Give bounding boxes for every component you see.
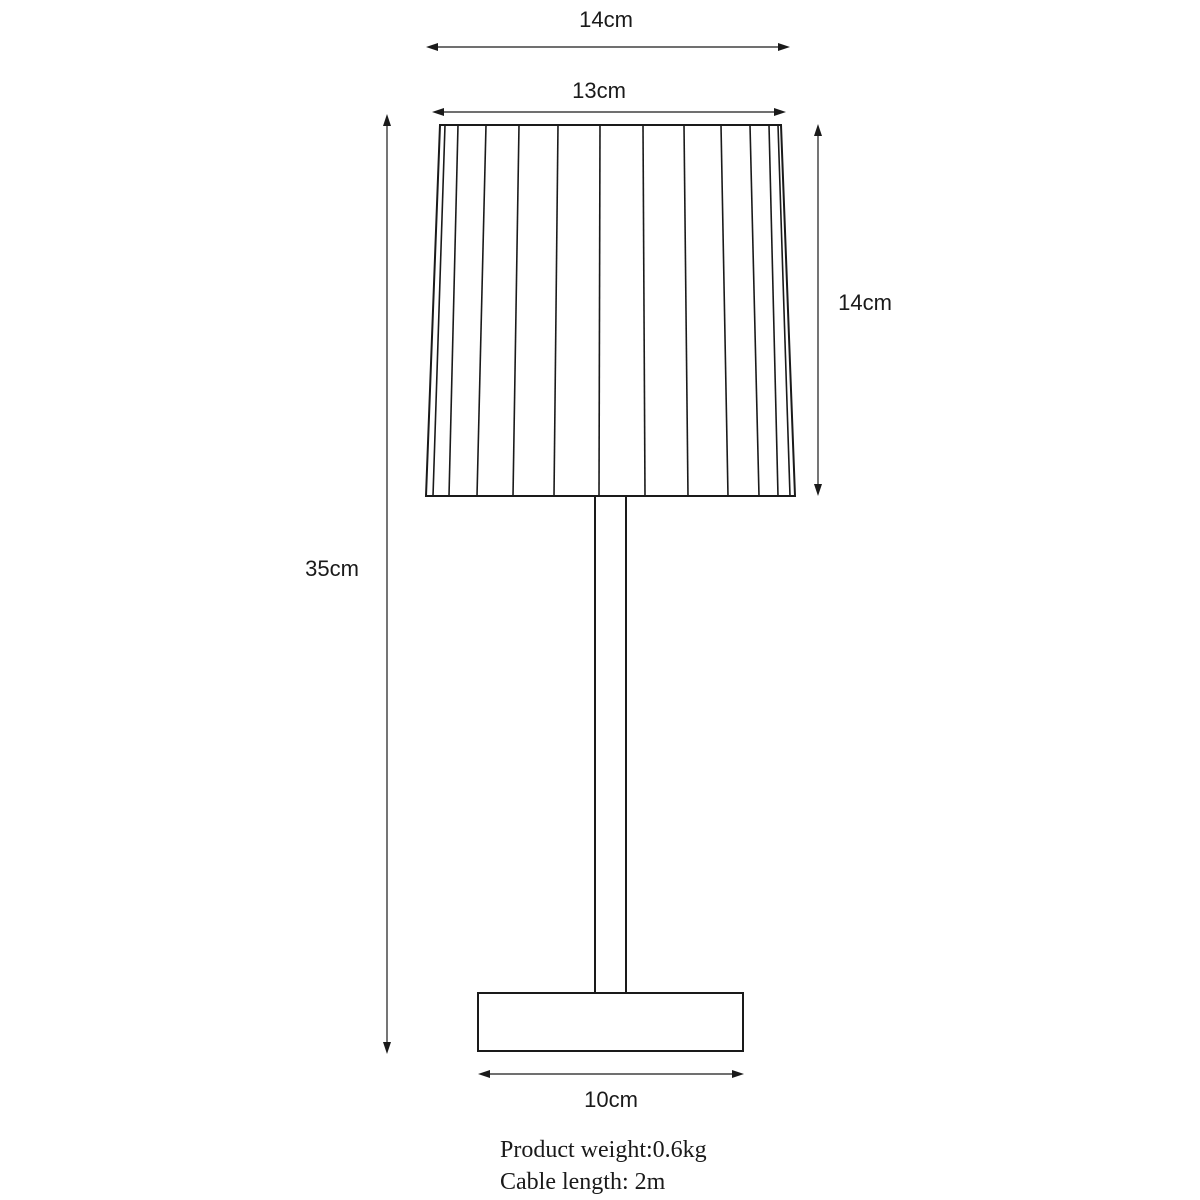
base-width-label: 10cm	[584, 1087, 638, 1112]
top-width-dimension	[426, 7, 790, 51]
shade-height-label: 14cm	[838, 290, 892, 315]
cable-length-text: Cable length: 2m	[500, 1169, 666, 1195]
lamp-shade	[426, 125, 795, 496]
base-width-dimension	[478, 1070, 744, 1112]
product-weight-text: Product weight:0.6kg	[500, 1137, 707, 1163]
shade-top-width-label: 13cm	[572, 78, 626, 103]
shade-height-dimension	[814, 124, 892, 496]
shade-top-width-dimension	[432, 78, 786, 116]
total-height-dimension	[305, 114, 391, 1054]
product-notes	[500, 1134, 707, 1198]
lamp-base	[478, 993, 743, 1051]
lamp-stem	[595, 496, 626, 993]
total-height-label: 35cm	[305, 556, 359, 581]
top-width-label: 14cm	[579, 7, 633, 32]
